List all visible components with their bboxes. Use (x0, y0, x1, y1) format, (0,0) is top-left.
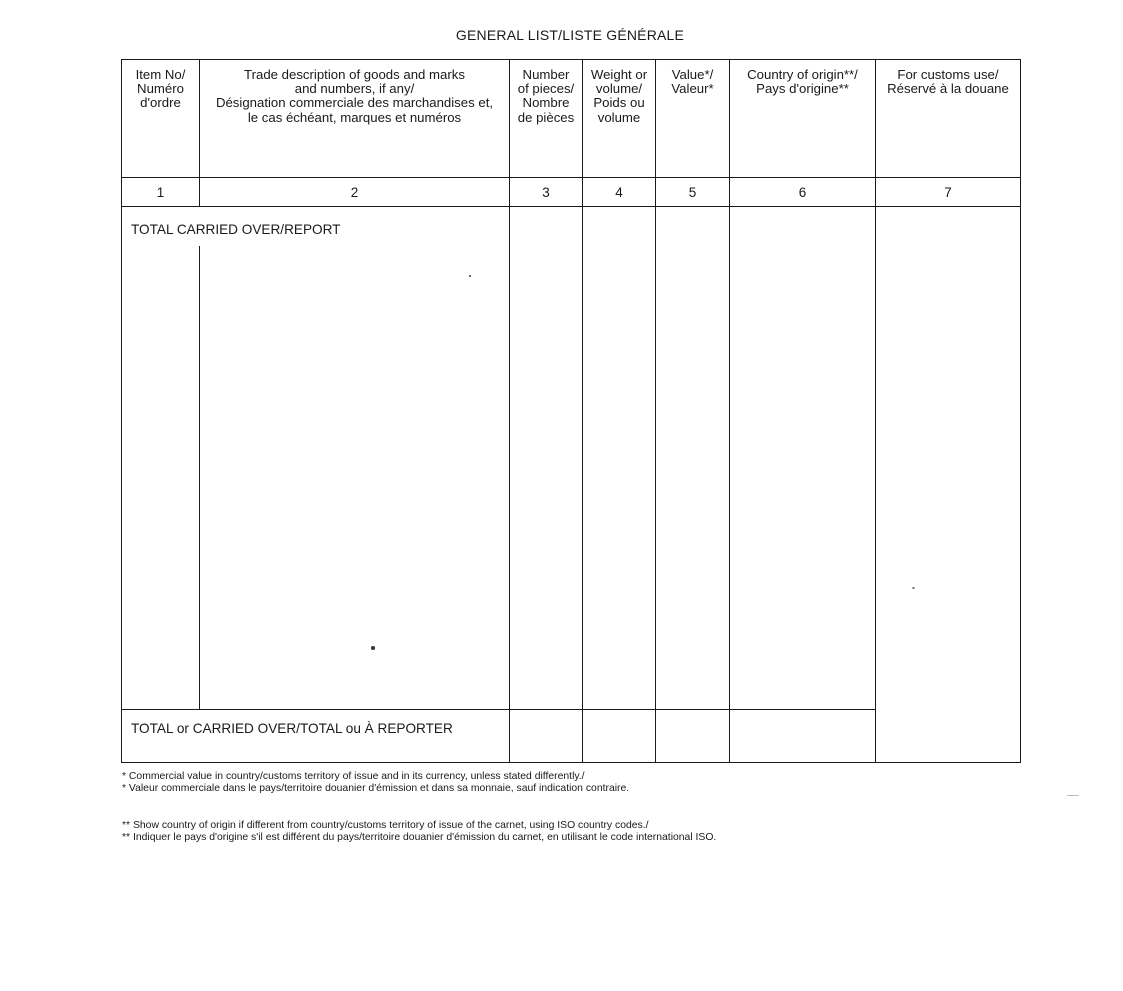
table-top-border (121, 59, 1021, 60)
total-carried-over-label: TOTAL CARRIED OVER/REPORT (131, 222, 341, 237)
header-number-of-pieces: Number of pieces/ Nombre de pièces (517, 67, 575, 125)
column-divider-6 (875, 59, 876, 763)
header-bottom-rule (121, 177, 1021, 178)
footnote-value: * Commercial value in country/customs territory of issue and in its currency, unless stated differently./ * Valeur commerciale dans le pays/territoire douanier d'émission et dans sa monnaie, sauf indication contraire. (122, 771, 630, 794)
table-left-border (121, 59, 122, 763)
header-country-of-origin: Country of origin**/ Pays d'origine** (747, 67, 858, 97)
column-number-2: 2 (350, 185, 359, 200)
header-weight-or-volume: Weight or volume/ Poids ou volume (590, 67, 648, 125)
total-or-carried-over-label: TOTAL or CARRIED OVER/TOTAL ou À REPORTER (131, 721, 453, 736)
column-divider-2 (509, 59, 510, 763)
scan-speck (912, 587, 915, 589)
column-divider-4 (655, 59, 656, 763)
scan-speck (469, 275, 471, 277)
header-value: Value*/ Valeur* (671, 67, 714, 97)
column-number-5: 5 (688, 185, 697, 200)
page-title: GENERAL LIST/LISTE GÉNÉRALE (455, 27, 685, 43)
scan-speck (371, 646, 375, 650)
column-number-4: 4 (615, 185, 623, 200)
column-number-rule (121, 206, 1021, 207)
table-bottom-border (121, 762, 1021, 763)
column-divider-1-lower (199, 246, 200, 710)
column-number-1: 1 (156, 185, 165, 200)
header-customs-use: For customs use/ Réservé à la douane (887, 67, 1009, 97)
column-divider-5 (729, 59, 730, 763)
table-right-border (1020, 59, 1021, 763)
header-trade-description: Trade description of goods and marks and numbers, if any/ Désignation commerciale des marchandises et, le cas échéant, marques et numéros (215, 67, 494, 125)
total-row-top-rule (121, 709, 876, 710)
scan-speck (1067, 795, 1079, 796)
column-number-7: 7 (944, 185, 952, 200)
column-divider-3 (582, 59, 583, 763)
column-number-6: 6 (798, 185, 807, 200)
column-number-3: 3 (542, 185, 550, 200)
footnote-origin: ** Show country of origin if different from country/customs territory of issue of the carnet, using ISO country codes./ ** Indiquer le pays d'origine s'il est différent du pays/territoire douanier d'émission du carnet, en utilisant le code international ISO. (122, 820, 717, 843)
header-item-no: Item No/ Numéro d'ordre (135, 67, 186, 111)
